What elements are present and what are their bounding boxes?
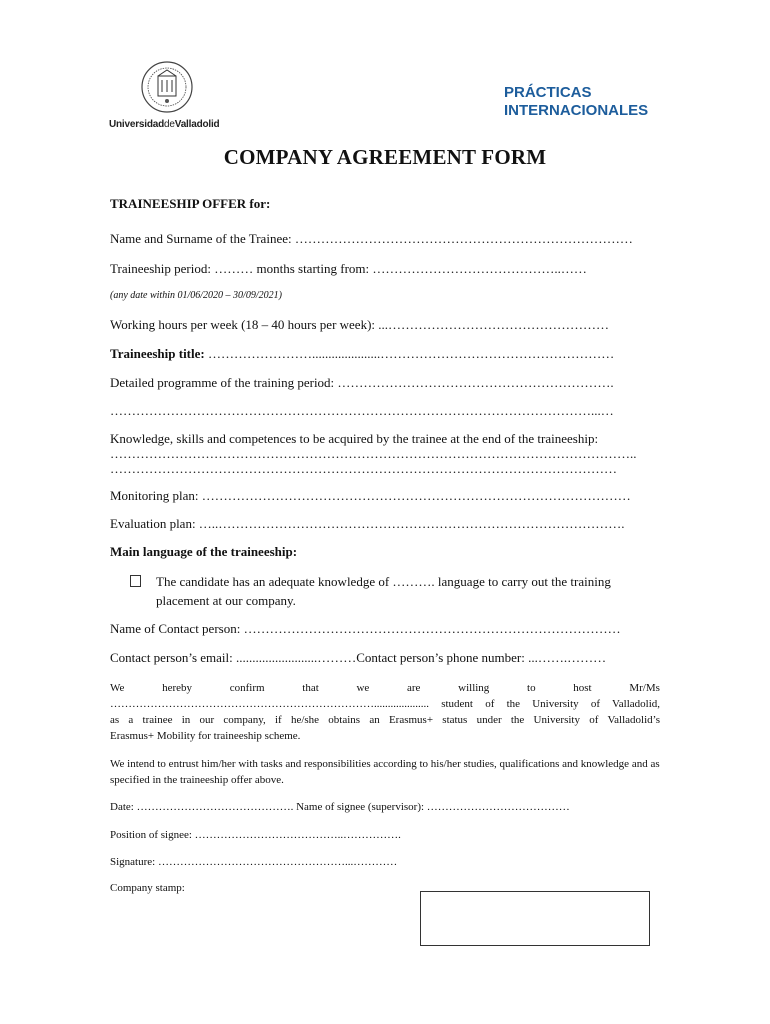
knowledge-field-label: Knowledge, skills and competences to be acquired by the trainee at the end of the traineeship:: [110, 431, 599, 446]
traineeship-title-dots: …………………….....................………………………………………………: [204, 346, 615, 361]
training-programme-field[interactable]: Detailed programme of the training period: ……………………………………………………….: [110, 375, 614, 390]
offer-heading: TRAINEESHIP OFFER for:: [110, 196, 271, 211]
knowledge-field-line2[interactable]: ………………………………………………………………………………………………………: [110, 461, 617, 476]
language-knowledge-text: The candidate has an adequate knowledge of ………. language to carry out the training placement at our company.: [156, 574, 611, 608]
contact-email-phone-field[interactable]: Contact person’s email: .........................………Contact person’s phone number: ...…….………: [110, 650, 607, 665]
company-stamp-label: Company stamp:: [110, 882, 185, 894]
confirmation-paragraph: [110, 680, 660, 744]
knowledge-field-line1[interactable]: …………………………………………………………………………………………………………..: [110, 446, 637, 461]
confirmation-line4: Erasmus+ Mobility for traineeship scheme.: [110, 730, 301, 742]
confirm-word: We: [110, 682, 125, 694]
signature-field[interactable]: Signature: ……………………………………………...…………: [110, 856, 398, 868]
traineeship-title-field[interactable]: [110, 346, 660, 362]
confirm-word: Mr/Ms: [629, 682, 660, 694]
confirm-word: to: [527, 682, 536, 694]
contact-name-field[interactable]: Name of Contact person: ……………………………………………………………………………: [110, 621, 621, 636]
confirm-word: confirm: [229, 682, 265, 694]
university-name-part2: Valladolid: [174, 119, 220, 130]
confirm-word: we: [356, 682, 370, 694]
university-name: [109, 119, 219, 130]
university-name-part1: Universidad: [109, 119, 165, 130]
monitoring-plan-field[interactable]: Monitoring plan: ………………………………………………………………………………………: [110, 488, 631, 503]
university-seal-logo: [136, 60, 198, 114]
program-title-line1: PRÁCTICAS: [504, 84, 592, 101]
university-name-de: de: [164, 119, 175, 130]
confirm-word: host: [573, 682, 592, 694]
confirmation-line1: [110, 680, 660, 696]
signee-position-field[interactable]: Position of signee: …………………………………..…………….: [110, 829, 401, 841]
page-title: COMPANY AGREEMENT FORM: [223, 145, 547, 169]
language-knowledge-checkbox[interactable]: [130, 575, 141, 587]
student-name-field[interactable]: ……………………………………………………………….................... student of the University of Valladolid,: [110, 698, 660, 710]
traineeship-period-field[interactable]: Traineeship period: ……… months starting from: ……………………………………..……: [110, 261, 587, 276]
evaluation-plan-field[interactable]: Evaluation plan: …..………………………………………………………………………………….: [110, 516, 625, 531]
intent-paragraph: We intend to entrust him/her with tasks and responsibilities according to his/her studies, qualifications and knowledge and as specified in the traineeship offer above.: [110, 758, 660, 786]
traineeship-title-label: Traineeship title:: [110, 346, 205, 361]
date-signee-field[interactable]: Date: ……………………………………. Name of signee (supervisor): …………………………………: [110, 801, 570, 813]
period-note: (any date within 01/06/2020 – 30/09/2021): [110, 290, 282, 301]
language-knowledge-row: [130, 572, 660, 612]
company-stamp-box[interactable]: [420, 891, 650, 946]
trainee-name-field[interactable]: Name and Surname of the Trainee: ……………………………………………………………………: [110, 231, 633, 246]
working-hours-field[interactable]: Working hours per week (18 – 40 hours per week): ...……………………………………………: [110, 317, 610, 332]
confirm-word: that: [302, 682, 319, 694]
confirm-word: hereby: [162, 682, 193, 694]
confirm-word: willing: [458, 682, 490, 694]
confirm-word: are: [407, 682, 421, 694]
program-title: [504, 84, 648, 120]
program-title-line2: INTERNACIONALES: [504, 102, 649, 119]
main-language-heading: Main language of the traineeship:: [110, 544, 298, 559]
training-programme-continuation[interactable]: …………………………………………………………………………………………………...…: [110, 403, 614, 418]
confirmation-line3: as a trainee in our company, if he/she obtains an Erasmus+ status under the University of Valladolid’s: [110, 714, 660, 726]
